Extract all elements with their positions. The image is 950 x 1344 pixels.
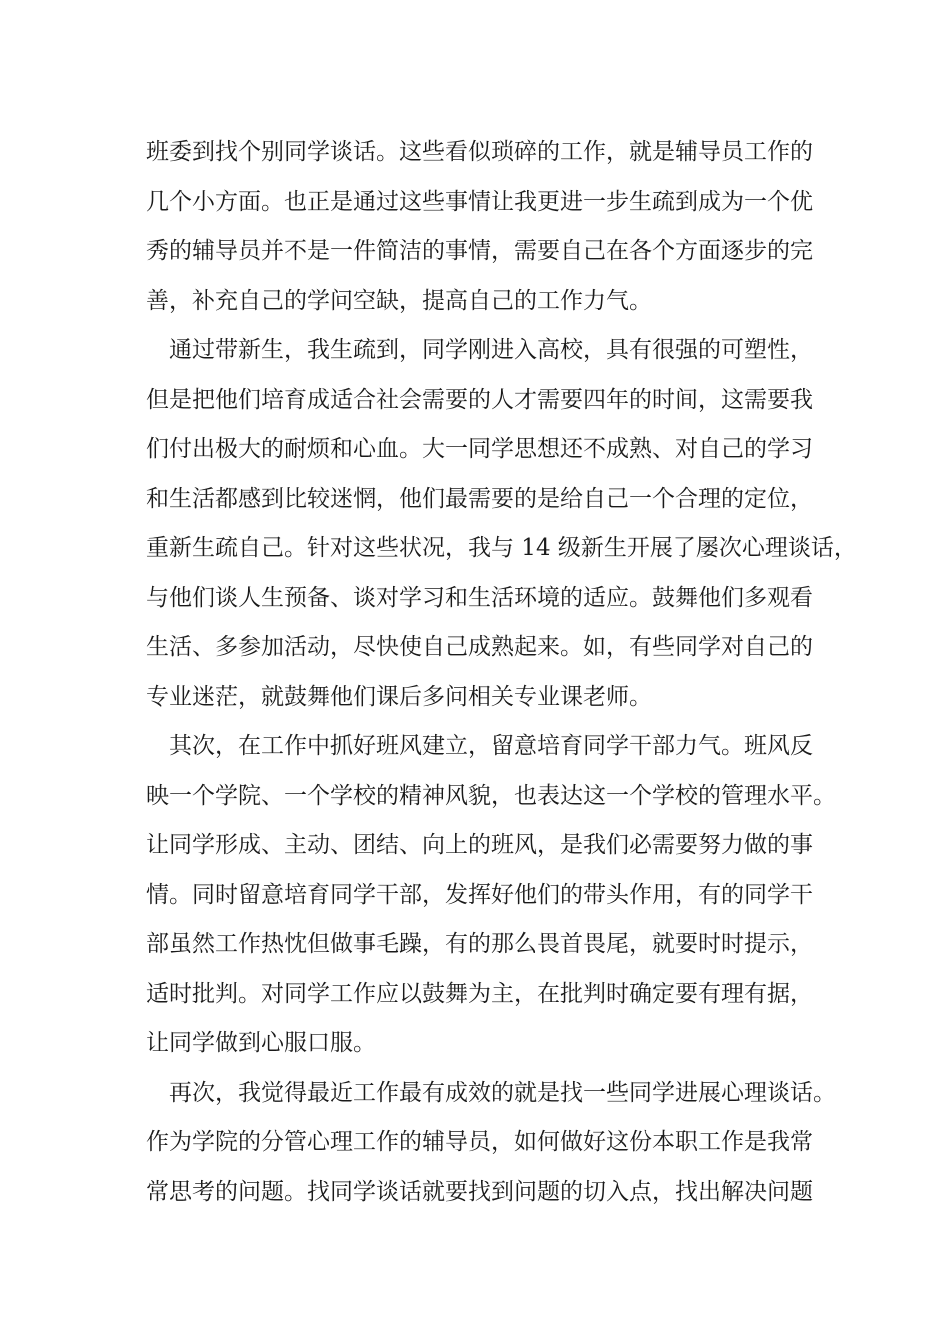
paragraph-start-line: 再次，我觉得最近工作最有成效的就是找一些同学进展心理谈话。 [169,1079,836,1106]
text-line: 常思考的问题。找同学谈话就要找到问题的切入点，找出解决问题 [146,1178,813,1205]
paragraph-start-line: 其次，在工作中抓好班风建立，留意培育同学干部力气。班风反 [169,733,813,759]
text-line: 专业迷茫，就鼓舞他们课后多问相关专业课老师。 [146,683,652,710]
text-line: 几个小方面。也正是通过这些事情让我更进一步生疏到成为一个优 [146,188,813,215]
paragraph-start-line: 通过带新生，我生疏到，同学刚进入高校，具有很强的可塑性， [169,337,813,363]
text-line: 情。同时留意培育同学干部，发挥好他们的带头作用，有的同学干 [146,881,813,908]
text-line: 和生活都感到比较迷惘，他们最需要的是给自己一个合理的定位， [146,485,813,512]
text-line: 善，补充自己的学问空缺，提高自己的工作力气。 [146,287,652,314]
text-line: 与他们谈人生预备、谈对学习和生活环境的适应。鼓舞他们多观看 [146,584,813,611]
text-line: 们付出极大的耐烦和心血。大一同学思想还不成熟、对自己的学习 [146,436,813,462]
text-line: 作为学院的分管心理工作的辅导员，如何做好这份本职工作是我常 [146,1129,813,1155]
text-line: 秀的辅导员并不是一件简洁的事情，需要自己在各个方面逐步的完 [146,238,813,264]
body-text [146,128,857,1217]
text-line: 班委到找个别同学谈话。这些看似琐碎的工作，就是辅导员工作的 [146,139,813,165]
text-line: 让同学形成、主动、团结、向上的班风，是我们必需要努力做的事 [146,832,813,858]
text-line: 映一个学院、一个学校的精神风貌，也表达这一个学校的管理水平。 [146,782,836,809]
text-line: 适时批判。对同学工作应以鼓舞为主，在批判时确定要有理有据， [146,980,813,1007]
text-line: 生活、多参加活动，尽快使自己成熟起来。如，有些同学对自己的 [146,634,813,660]
text-line: 让同学做到心服口服。 [146,1030,376,1056]
text-line: 重新生疏自己。针对这些状况，我与 14 级新生开展了屡次心理谈话， [146,535,857,561]
text-line: 但是把他们培育成适合社会需要的人才需要四年的时间，这需要我 [146,386,813,413]
text-line: 部虽然工作热忱但做事毛躁，有的那么畏首畏尾，就要时时提示， [146,931,813,957]
